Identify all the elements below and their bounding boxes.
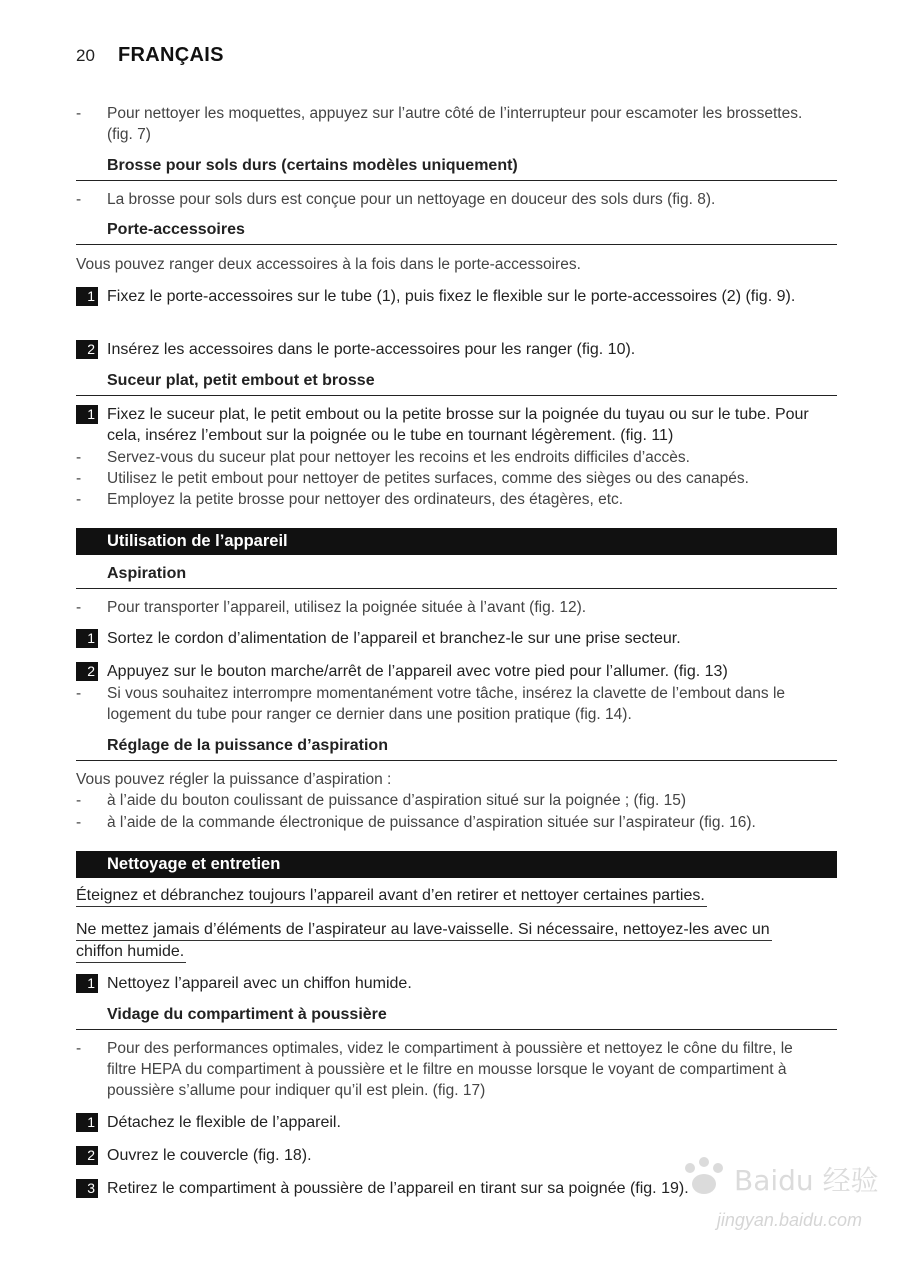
step-text: Retirez le compartiment à poussière de l’appareil en tirant sur sa poignée (fig. 19).	[107, 1180, 689, 1197]
warning-line: chiffon humide.	[76, 941, 186, 963]
bullet-text: Pour des performances optimales, videz le compartiment à poussière et nettoyez le cône du filtre, le filtre HEPA du compartiment à poussière et le filtre en mousse lorsque le voyant de compartiment à poussière s’allume pour indiquer qu’il est plein. (fig. 17)	[107, 1040, 793, 1099]
paragraph: Vous pouvez ranger deux accessoires à la fois dans le porte-accessoires.	[76, 256, 581, 273]
bullet-text: Utilisez le petit embout pour nettoyer de petites surfaces, comme des sièges ou des canapés.	[107, 470, 749, 487]
step-number: 1	[76, 629, 98, 648]
paragraph: Vous pouvez régler la puissance d’aspiration :	[76, 771, 392, 788]
section-heading	[76, 528, 837, 555]
bullet-text: Pour transporter l’appareil, utilisez la poignée située à l’avant (fig. 12).	[107, 599, 587, 616]
step-text: Appuyez sur le bouton marche/arrêt de l’appareil avec votre pied pour l’allumer. (fig. 13)	[107, 663, 728, 680]
list-item	[76, 468, 826, 489]
warning-line: Éteignez et débranchez toujours l’appareil avant d’en retirer et nettoyer certaines parties.	[76, 885, 707, 907]
subheading	[76, 736, 837, 761]
step-item	[76, 339, 836, 360]
watermark-url: jingyan.baidu.com	[716, 1210, 862, 1230]
list-item	[76, 103, 826, 145]
dash-marker: -	[76, 491, 82, 508]
list-item	[76, 812, 826, 833]
subheading	[76, 1005, 837, 1030]
subheading-brosse: Brosse pour sols durs (certains modèles uniquement)	[107, 157, 518, 174]
subheading	[76, 564, 837, 589]
warning-text	[76, 919, 772, 963]
list-item	[76, 597, 826, 618]
step-number: 2	[76, 662, 98, 681]
list-item	[76, 1038, 826, 1101]
dash-marker: -	[76, 599, 82, 616]
subheading	[76, 156, 837, 181]
dash-marker: -	[76, 1040, 82, 1057]
list-item	[76, 683, 826, 725]
paw-logo-icon	[642, 1150, 879, 1210]
list-item	[76, 189, 826, 210]
step-text: Fixez le suceur plat, le petit embout ou la petite brosse sur la poignée du tuyau ou sur le tube. Pour cela, insérez l’embout sur la poignée ou le tube en tournant légèrement. (fig. 11)	[107, 406, 809, 444]
bullet-text: à l’aide de la commande électronique de puissance d’aspiration située sur l’aspirateur (fig. 16).	[107, 814, 756, 831]
subheading	[76, 371, 837, 396]
list-item	[76, 447, 826, 468]
step-number: 3	[76, 1179, 98, 1198]
step-item	[76, 404, 836, 446]
language-heading: FRANÇAIS	[118, 44, 224, 66]
step-number: 1	[76, 1113, 98, 1132]
dash-marker: -	[76, 792, 82, 809]
step-text: Insérez les accessoires dans le porte-accessoires pour les ranger (fig. 10).	[107, 341, 636, 358]
section-utilisation: Utilisation de l’appareil	[107, 532, 288, 550]
bullet-text: Servez-vous du suceur plat pour nettoyer les recoins et les endroits difficiles d’accès.	[107, 449, 690, 466]
bullet-text: à l’aide du bouton coulissant de puissance d’aspiration situé sur la poignée ; (fig. 15)	[107, 792, 687, 809]
watermark	[642, 1150, 879, 1240]
list-item	[76, 489, 826, 510]
dash-marker: -	[76, 470, 82, 487]
bullet-text: Si vous souhaitez interrompre momentanément votre tâche, insérez la clavette de l’embout dans le logement du tube pour ranger ce dernier dans une position pratique (fig. 14).	[107, 685, 786, 723]
step-number: 1	[76, 405, 98, 424]
step-text: Ouvrez le couvercle (fig. 18).	[107, 1147, 312, 1164]
dash-marker: -	[76, 105, 82, 122]
page-number: 20	[76, 46, 95, 65]
subheading-suceur: Suceur plat, petit embout et brosse	[107, 372, 375, 389]
step-text: Sortez le cordon d’alimentation de l’appareil et branchez-le sur une prise secteur.	[107, 630, 681, 647]
step-number: 1	[76, 974, 98, 993]
step-text: Fixez le porte-accessoires sur le tube (1), puis fixez le flexible sur le porte-accessoires (2) (fig. 9).	[107, 288, 796, 305]
bullet-text: Pour nettoyer les moquettes, appuyez sur l’autre côté de l’interrupteur pour escamoter les brossettes. (fig. 7)	[107, 105, 803, 143]
dash-marker: -	[76, 449, 82, 466]
warning-line: Ne mettez jamais d’éléments de l’aspirateur au lave-vaisselle. Si nécessaire, nettoyez-les avec un	[76, 919, 772, 941]
bullet-text: Employez la petite brosse pour nettoyer des ordinateurs, des étagères, etc.	[107, 491, 624, 508]
warning-text	[76, 885, 707, 907]
subheading-reglage: Réglage de la puissance d’aspiration	[107, 737, 388, 754]
step-text: Détachez le flexible de l’appareil.	[107, 1114, 341, 1131]
step-text: Nettoyez l’appareil avec un chiffon humide.	[107, 975, 412, 992]
subheading-aspiration: Aspiration	[107, 565, 187, 582]
subheading-porte: Porte-accessoires	[107, 221, 245, 238]
step-item	[76, 661, 836, 682]
step-number: 2	[76, 340, 98, 359]
subheading	[76, 220, 837, 245]
step-item	[76, 973, 836, 994]
step-item	[76, 286, 836, 307]
step-number: 2	[76, 1146, 98, 1165]
step-item	[76, 628, 836, 649]
step-number: 1	[76, 287, 98, 306]
dash-marker: -	[76, 191, 82, 208]
subheading-vidage: Vidage du compartiment à poussière	[107, 1006, 387, 1023]
bullet-text: La brosse pour sols durs est conçue pour un nettoyage en douceur des sols durs (fig. 8).	[107, 191, 716, 208]
dash-marker: -	[76, 685, 82, 702]
watermark-brand: Baidu 经验	[734, 1164, 879, 1197]
section-heading	[76, 851, 837, 878]
section-nettoyage: Nettoyage et entretien	[107, 855, 281, 873]
list-item	[76, 790, 826, 811]
dash-marker: -	[76, 814, 82, 831]
step-item	[76, 1112, 836, 1133]
